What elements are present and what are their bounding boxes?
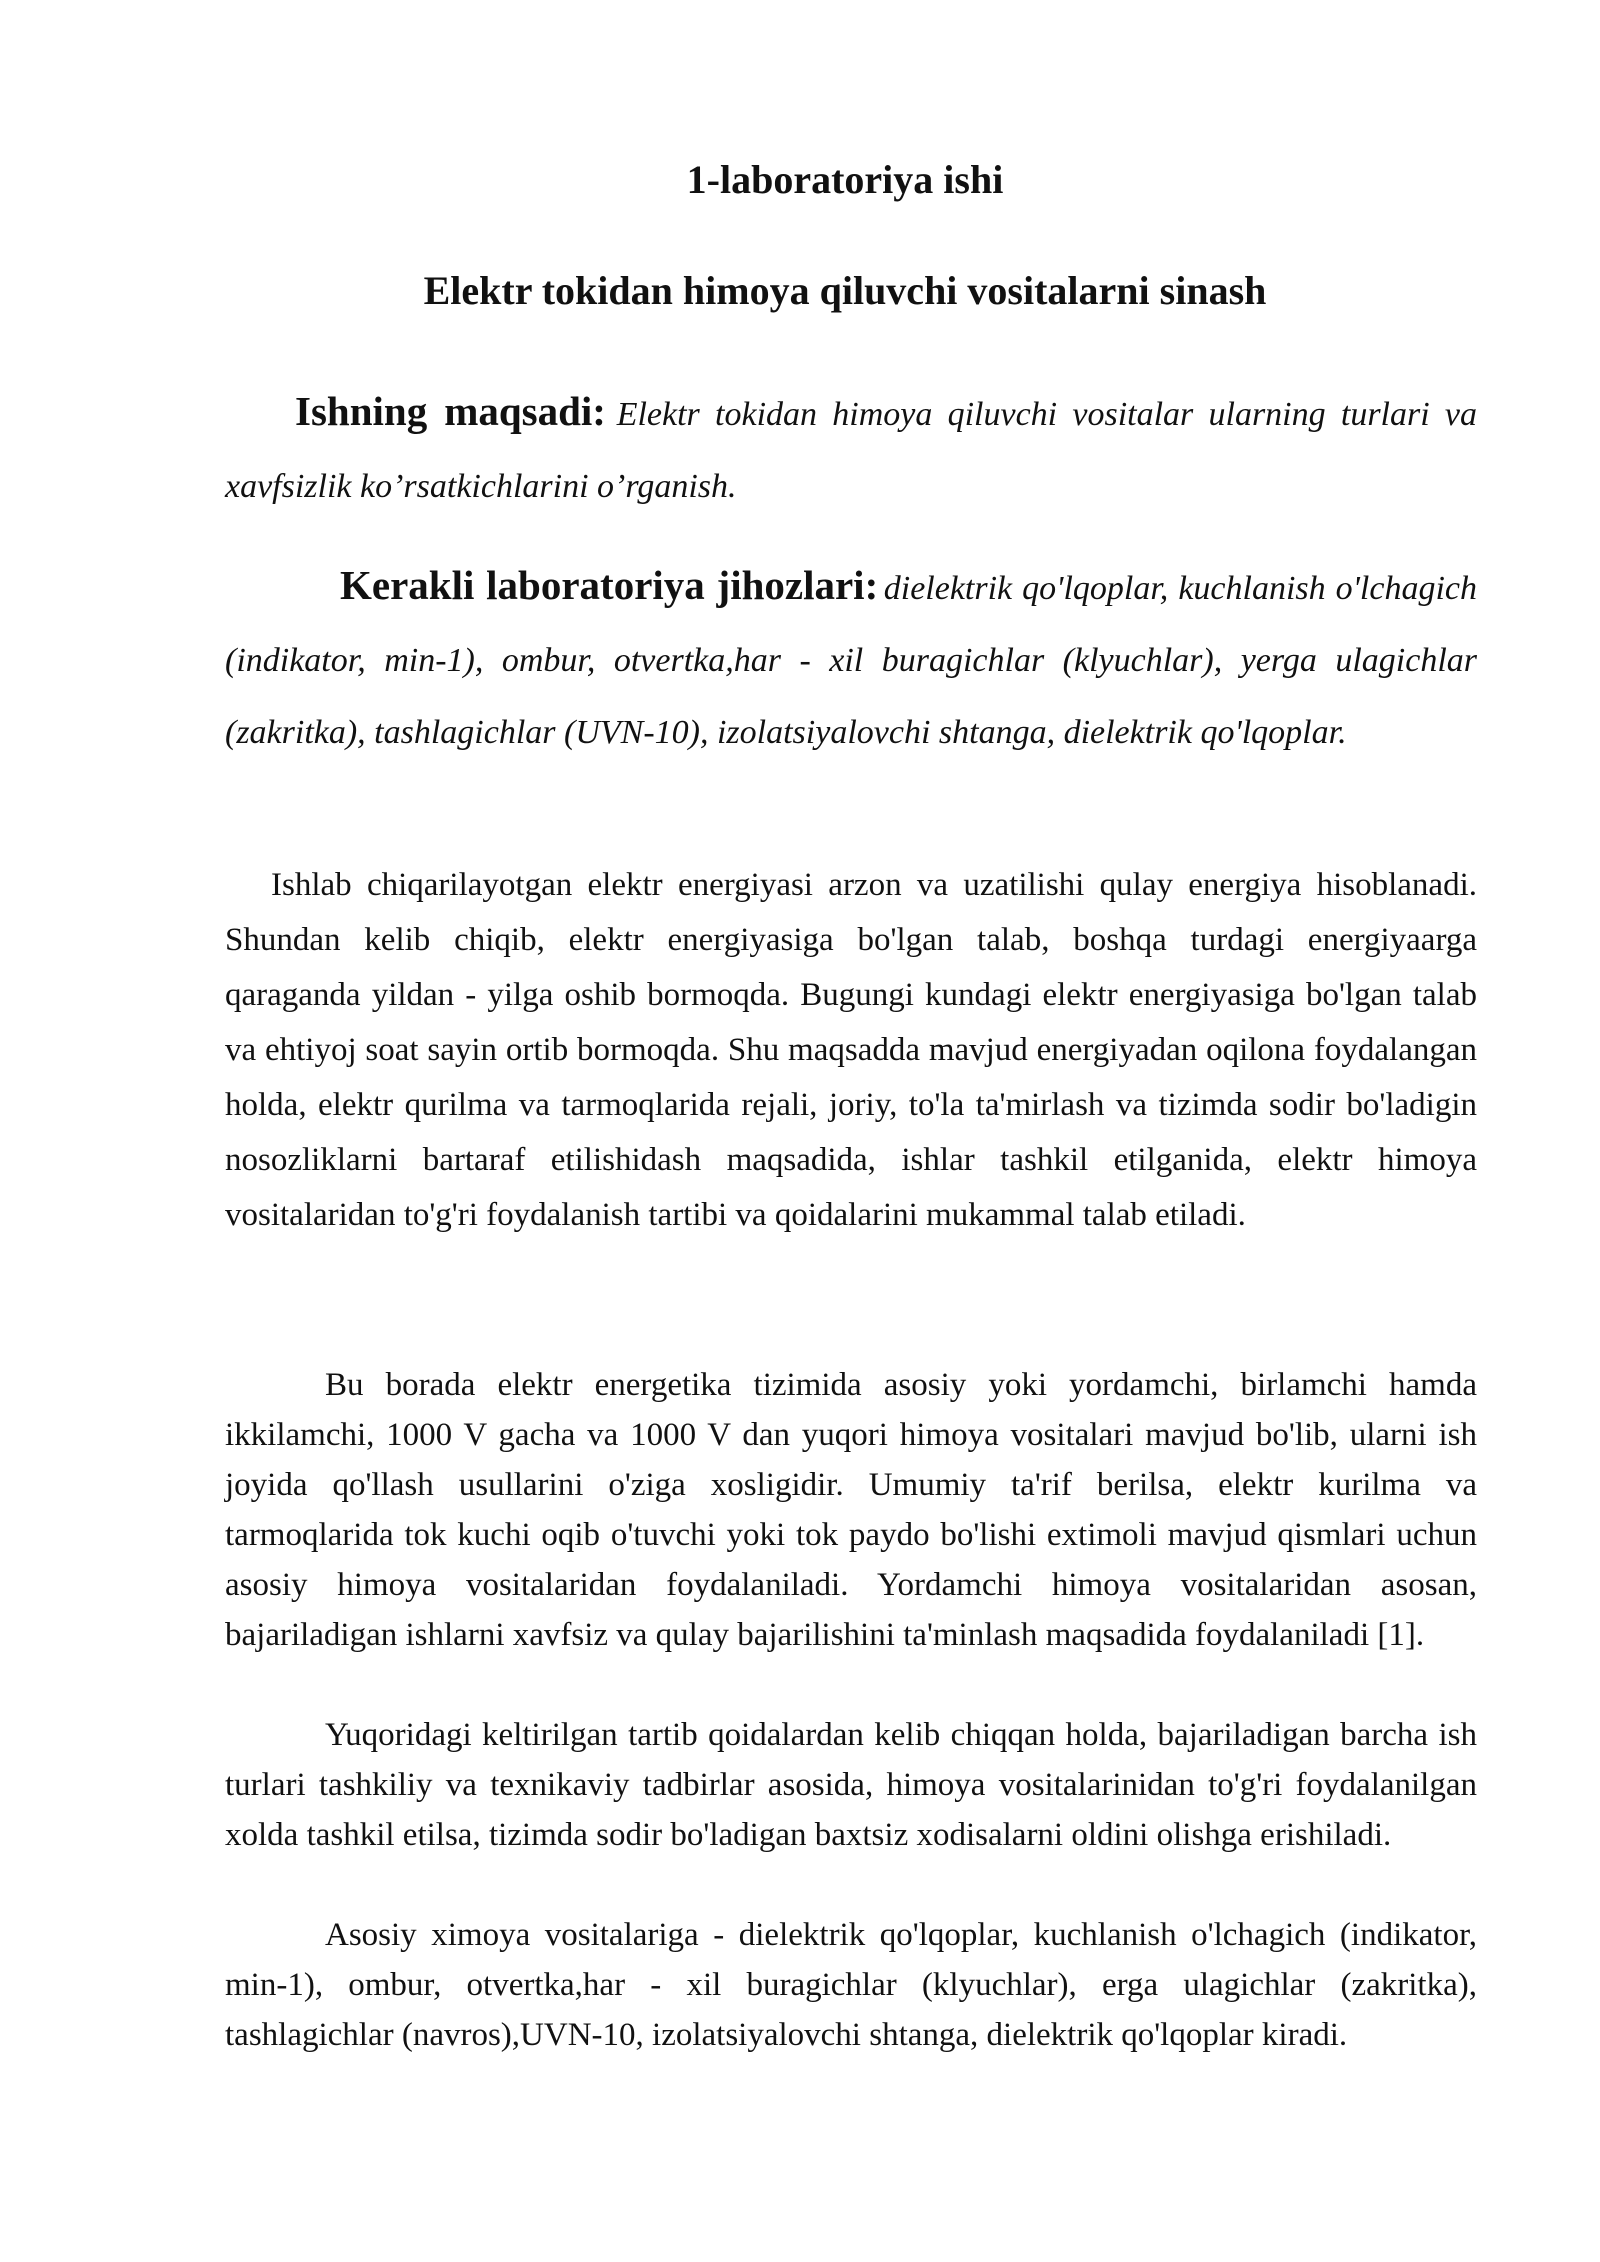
lab-number-heading: 1-laboratoriya ishi [686, 157, 1004, 202]
goal-section [225, 378, 1477, 526]
body-paragraph-3: Yuqoridagi keltirilgan tartib qoidalardan kelib chiqqan holda, bajariladigan barcha ish turlari tashkiliy va texnikaviy tadbirlar asosida, himoya vositalarinidan to'g'ri foydalanilgan xolda tashkil etilsa, tizimda sodir bo'ladigan baxtsiz xodisalarni oldini olishga erishiladi. [225, 1717, 1477, 1853]
equipment-label: Kerakli laboratoriya jihozlari: [340, 562, 879, 608]
goal-text: Elektr tokidan himoya qiluvchi vositalar ularning turlari va xavfsizlik ko’rsatkichlarini o’rganish. [225, 396, 1478, 505]
lab-title-heading: Elektr tokidan himoya qiluvchi vositalarni sinash [423, 268, 1267, 313]
equipment-text: dielektrik qo'lqoplar, kuchlanish o'lchagich (indikator, min-1), ombur, otvertka,har - xil buragichlar (klyuchlar), yerga ulagichlar (zakritka), tashlagichlar (UVN-10), izolatsiyalovchi shtanga, dielektrik qo'lqoplar. [225, 570, 1477, 751]
body-paragraph-2: Bu borada elektr energetika tizimida asosiy yoki yordamchi, birlamchi hamda ikkilamchi, 1000 V gacha va 1000 V dan yuqori himoya vositalari mavjud bo'lib, ularni ish joyida qo'llash usullarini o'ziga xosligidir. Umumiy ta'rif berilsa, elektr kurilma va tarmoqlarida tok kuchi oqib o'tuvchi yoki tok paydo bo'lishi extimoli mavjud qismlari uchun asosiy himoya vositalaridan foydalaniladi. Yordamchi himoya vositalaridan asosan, bajariladigan ishlarni xavfsiz va qulay bajarilishini ta'minlash maqsadida foydalaniladi [1]. [225, 1367, 1477, 1653]
body-paragraph-1: Ishlab chiqarilayotgan elektr energiyasi arzon va uzatilishi qulay energiya hisoblanadi. Shundan kelib chiqib, elektr energiyasiga bo'lgan talab, boshqa turdagi energiyaarga qaraganda yildan - yilga oshib bormoqda. Bugungi kundagi elektr energiyasiga bo'lgan talab va ehtiyoj soat sayin ortib bormoqda. Shu maqsadda mavjud energiyadan oqilona foydalangan holda, elektr qurilma va tarmoqlarida rejali, joriy, to'la ta'mirlash va tizimda sodir bo'ladigin nosozliklarni bartaraf etilishidash maqsadida, ishlar tashkil etilganida, elektr himoya vositalaridan to'g'ri foydalanish tartibi va qoidalarini mukammal talab etiladi. [225, 867, 1477, 1233]
body-paragraph-4: Asosiy ximoya vositalariga - dielektrik qo'lqoplar, kuchlanish o'lchagich (indikator, min-1), ombur, otvertka,har - xil buragichlar (klyuchlar), erga ulagichlar (zakritka), tashlagichlar (navros),UVN-10, izolatsiyalovchi shtanga, dielektrik qo'lqoplar kiradi. [225, 1917, 1477, 2053]
equipment-section [225, 552, 1477, 772]
goal-label: Ishning maqsadi: [295, 388, 606, 434]
